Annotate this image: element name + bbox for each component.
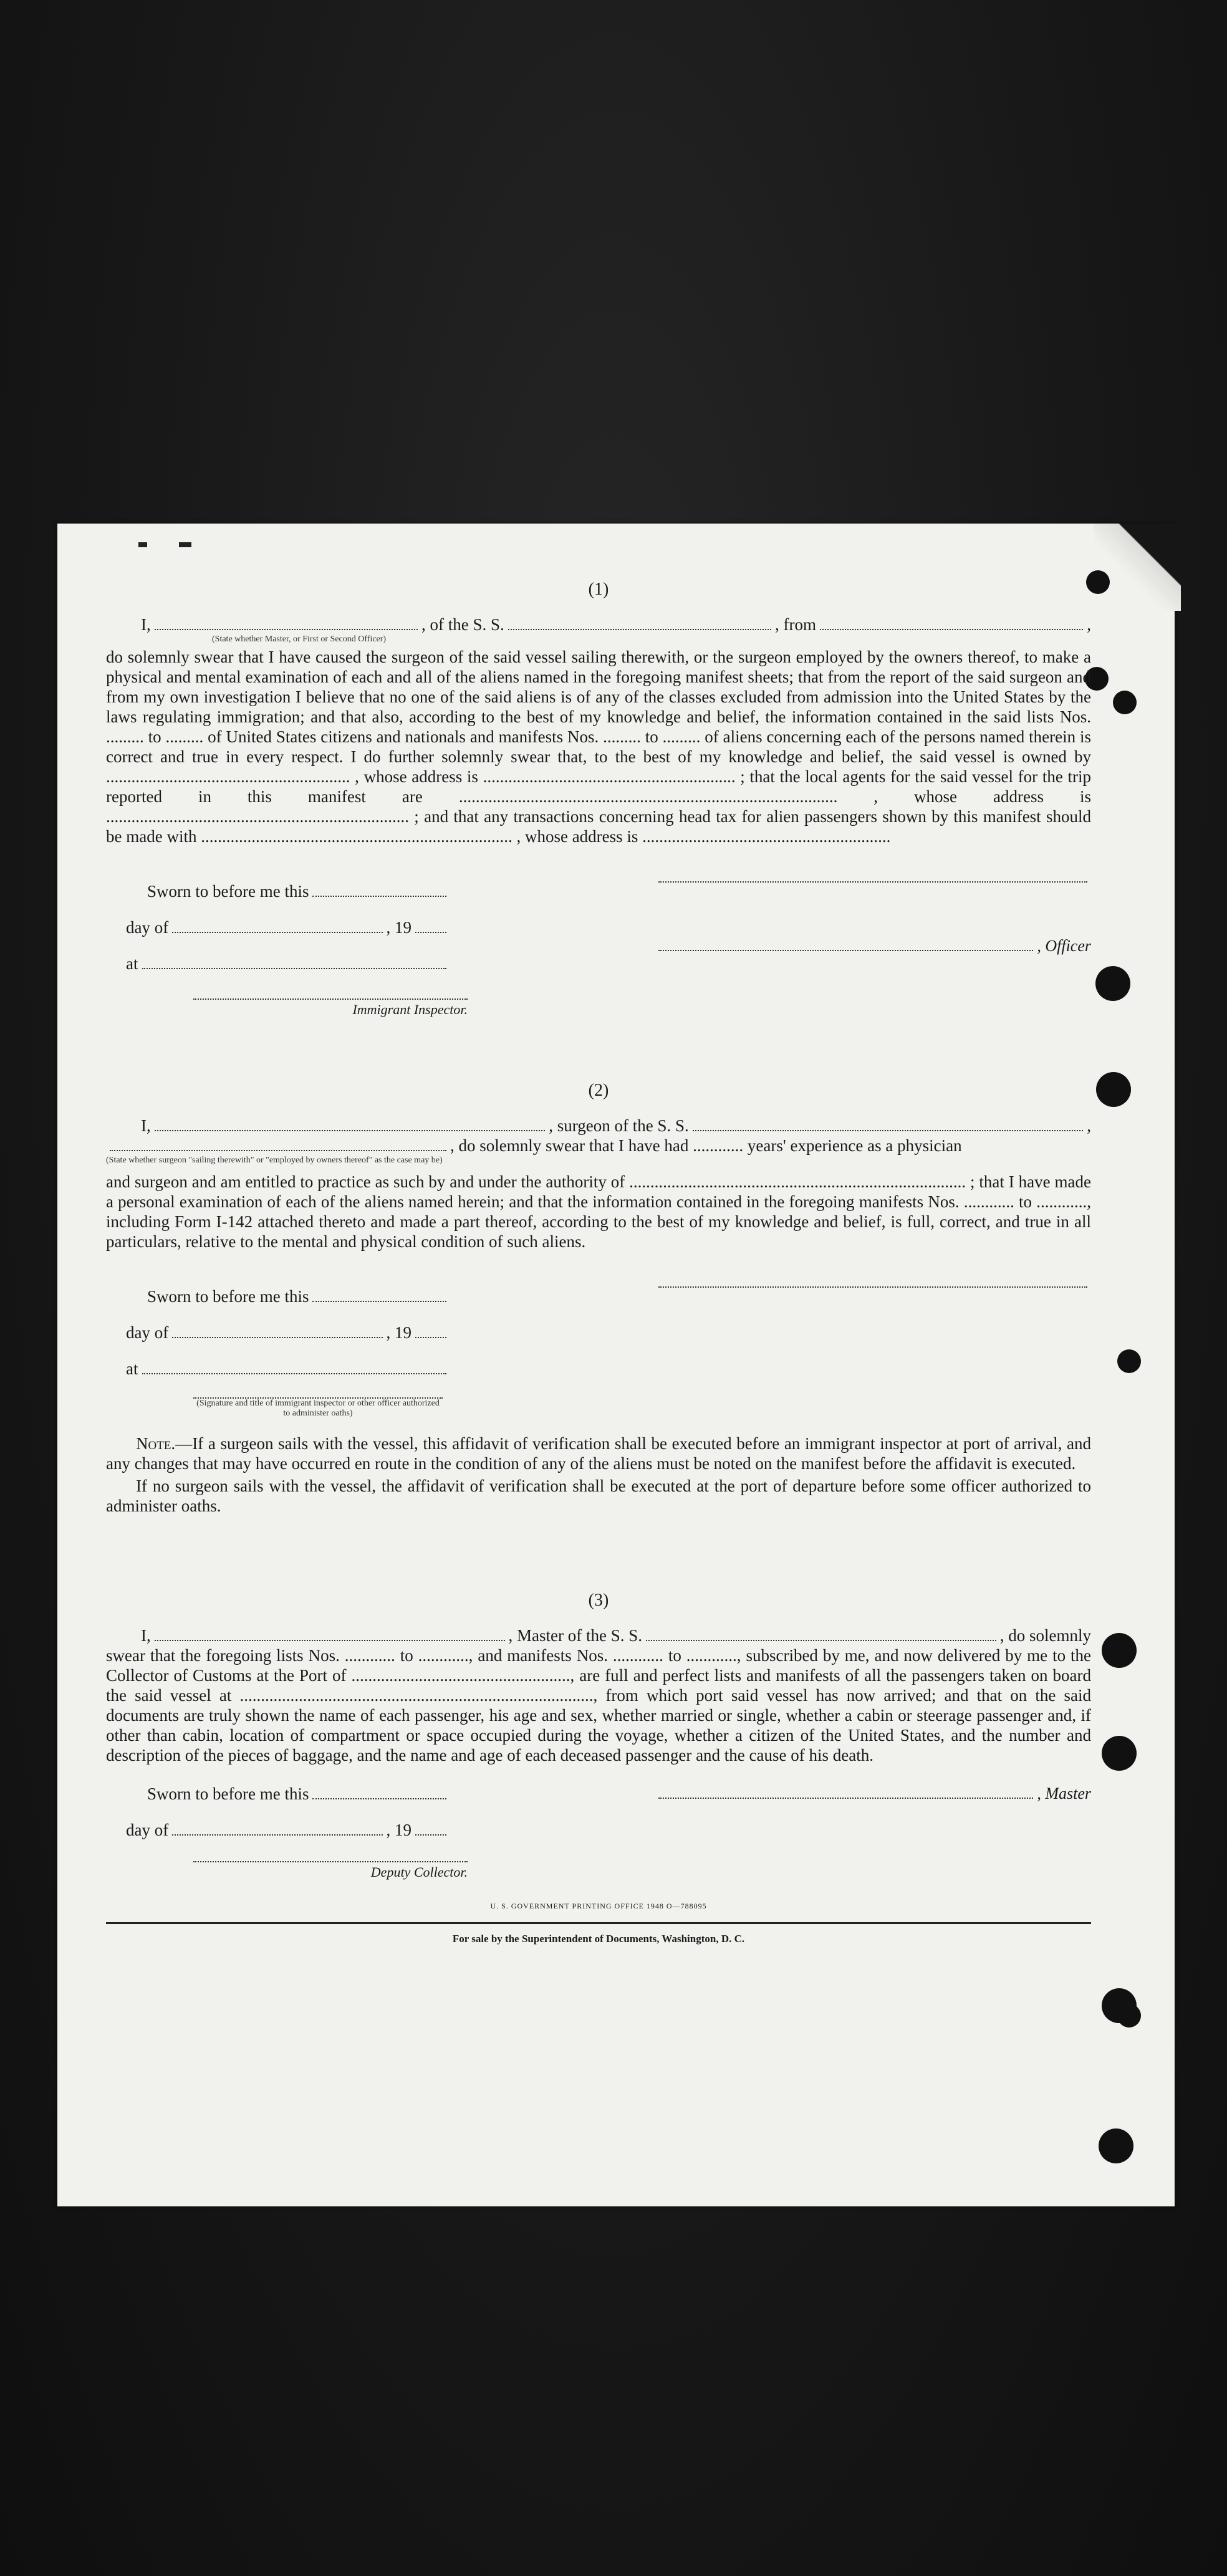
month-field[interactable] [172,932,382,933]
footer-rule [106,1922,1091,1924]
year-field[interactable] [415,1834,446,1836]
section-3-sworn-block [106,1784,1091,1896]
i-label: I, [141,615,151,634]
section-1-sworn-block [106,881,1091,1017]
master-vessel-field[interactable] [646,1640,996,1641]
surgeon-status-field[interactable] [110,1150,446,1151]
section-2-title: (2) [588,1081,609,1100]
place-field[interactable] [142,1373,447,1374]
at-label: at [126,954,138,973]
sworn-label: Sworn to before me this [147,1287,309,1306]
deputy-label: Deputy Collector. [370,1864,468,1880]
officer-signature-field[interactable] [658,950,1033,951]
punch-hole [1117,1349,1141,1373]
i-label: I, [141,1626,151,1645]
year-label: , 19 [386,1323,411,1342]
mark [179,542,191,547]
surgeon-name-field[interactable] [155,1130,546,1131]
of-ss-label: , of the S. S. [421,615,504,634]
note-paragraph-2: If no surgeon sails with the vessel, the affidavit of verification shall be executed at the port of departure before some officer authorized to administer oaths. [106,1477,1091,1515]
punch-hole [1117,2004,1141,2028]
from-port-field[interactable] [820,629,1083,630]
sworn-day-field[interactable] [312,1301,446,1302]
place-field[interactable] [142,968,447,969]
day-of-label: day of [126,918,169,937]
section-2-sworn-block [106,1286,1091,1418]
officer-caption: (State whether Master, or First or Second Officer) [212,634,387,644]
inspector-label: Immigrant Inspector. [352,1002,468,1017]
punch-hole [1102,1633,1137,1668]
month-field[interactable] [172,1834,382,1836]
section-2-body: and surgeon and am entitled to practice as such by and under the authority of ................................................................................ ; that I have made a personal examination of each of the aliens named herein; and that the information contained in the foregoing manifests Nos. ............ to ............, including Form I-142 attached thereto and made a part thereof, according to the best of my knowledge and belief, is full, correct, and true in all particulars, relative to the mental and physical condition of such aliens. [106,1172,1091,1251]
officer-label: , Officer [1037,937,1091,955]
master-name-field[interactable] [155,1640,505,1641]
vessel-name-field[interactable] [508,629,771,630]
signature-field[interactable] [658,881,1087,883]
section-2-second-line [106,1136,1091,1156]
section-1-title: (1) [588,580,609,599]
experience-text: , do solemnly swear that I have had ............ years' experience as a physician [450,1136,962,1155]
section-3-body: swear that the foregoing lists Nos. ............ to ............, and manifests Nos. ............ to ............, subscribed by me, and now delivered by me to the Collector of Customs at the Port of ...................................................., are full and perfect lists and manifests of all the passengers taken on board the said vessel at ...................................................................................., from which port said vessel has now arrived; and that on the said documents are truly shown the name of each passenger, his age and sex, whether married or single, whether a cabin or steerage passenger and, if other than cabin, location of compartment or space occupied during the voyage, whether a citizen of the United States, and the number and description of the pieces of baggage, and the name and age of each deceased passenger and the cause of his death. [106,1646,1091,1764]
surgeon-of-ss-label: , surgeon of the S. S. [549,1116,689,1135]
master-of-ss-label: , Master of the S. S. [508,1626,642,1645]
punch-hole [1095,966,1130,1001]
master-label: , Master [1037,1784,1091,1803]
printing-office-line: U. S. GOVERNMENT PRINTING OFFICE 1948 O—788095 [490,1902,707,1910]
page-curl [1094,524,1181,611]
sworn-label: Sworn to before me this [147,1784,309,1803]
solemnly-label: , do solemnly [999,1626,1092,1645]
section-2-opening-line: I, , surgeon of the S. S. , [141,1116,1092,1135]
at-label: at [126,1359,138,1378]
punch-hole [1102,1736,1137,1771]
officer-name-field[interactable] [155,629,418,630]
sale-notice: For sale by the Superintendent of Documents, Washington, D. C. [452,1933,745,1945]
punch-hole [1099,2128,1133,2163]
note-text: —If a surgeon sails with the vessel, this affidavit of verification shall be executed before an immigrant inspector at port of arrival, and any changes that may have occurred en route in the condition of any of the aliens must be noted on the manifest before the affidavit is executed. [106,1434,1091,1473]
i-label: I, [141,1116,151,1135]
note-label: Note. [136,1434,176,1453]
year-field[interactable] [415,932,446,933]
signature-caption: (Signature and title of immigrant inspector or other officer authorized to administer oaths) [196,1399,440,1418]
master-signature-field[interactable] [658,1798,1033,1799]
surgeon-vessel-field[interactable] [693,1130,1084,1131]
month-field[interactable] [172,1337,382,1338]
sworn-day-field[interactable] [312,1798,446,1799]
sworn-day-field[interactable] [312,896,446,897]
section-3-title: (3) [588,1591,609,1610]
punch-hole [1096,1072,1131,1107]
year-field[interactable] [415,1337,446,1338]
form-content [106,580,1091,1949]
from-label: , from [775,615,816,634]
day-of-label: day of [126,1323,169,1342]
note-paragraph [106,1434,1091,1473]
year-label: , 19 [386,1821,411,1839]
surgeon-caption: (State whether surgeon "sailing therewith" or "employed by owners thereof" as the case may be) [106,1156,443,1165]
day-of-label: day of [126,1821,169,1839]
punch-hole [1113,691,1137,714]
section-1-opening-line: I, , of the S. S. , from , [141,615,1091,634]
sworn-label: Sworn to before me this [147,882,309,901]
form-sheet [57,524,1175,2206]
mark [138,542,147,547]
section-1-body: do solemnly swear that I have caused the surgeon of the said vessel sailing therewith, or the surgeon employed by the owners thereof, to make a physical and mental examination of each and all of the aliens named in the foregoing manifest sheets; that from the report of the said surgeon and from my own investigation I believe that no one of the said aliens is of any of the classes excluded from admission into the United States by the laws regulating immigration; and that also, according to the best of my knowledge and belief, the information contained in the said lists Nos. ......... to ......... of United States citizens and nationals and manifests Nos. ......... to ......... of aliens concerning each of the persons named therein is correct and true in every respect. I do further solemnly swear that, to the best of my knowledge and belief, the said vessel is owned by .......................................................... , whose address is ............................................................ ; that the local agents for the said vessel for the trip reported in this manifest are .......................................................................................... , whose address is ........................................................................ ; and that any transactions concerning head tax for alien passengers shown by this manifest should be made with .......................................................................... , whose address is ........................................................... [106,648,1091,846]
section-3-opening-line [106,1626,1091,1645]
surgeon-signature-field[interactable] [658,1286,1087,1288]
year-label: , 19 [386,918,411,937]
